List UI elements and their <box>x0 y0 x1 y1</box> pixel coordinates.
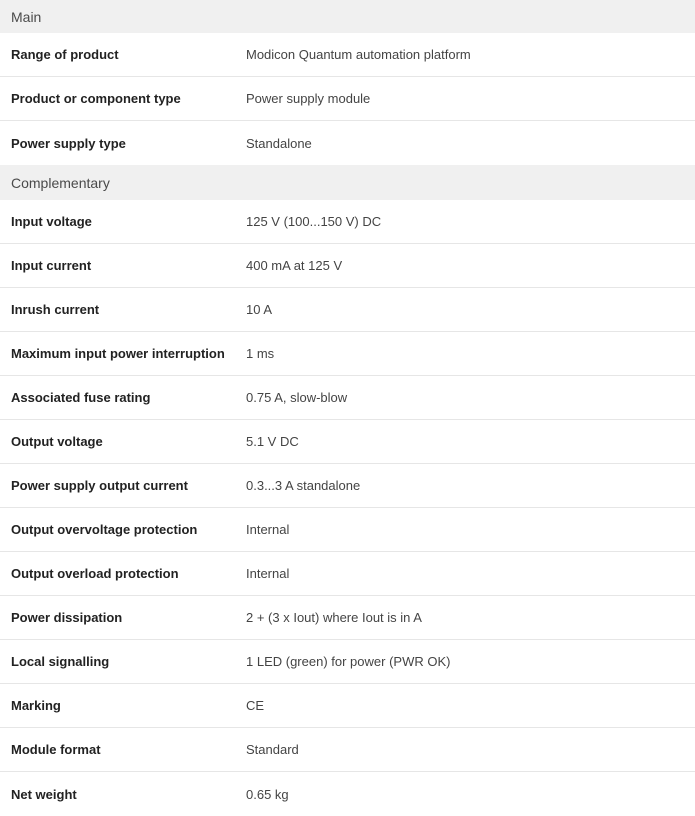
table-row <box>0 288 695 332</box>
spec-value: 0.3...3 A standalone <box>246 478 361 493</box>
spec-value: Power supply module <box>246 91 371 106</box>
spec-value: Standalone <box>246 135 312 151</box>
spec-value: Internal <box>246 566 290 581</box>
spec-label: Output voltage <box>11 434 103 449</box>
spec-label: Output overvoltage protection <box>11 522 198 537</box>
table-row <box>0 640 695 684</box>
spec-value: 2 + (3 x Iout) where Iout is in A <box>246 610 422 625</box>
spec-value: 5.1 V DC <box>246 434 299 449</box>
table-row <box>0 596 695 640</box>
spec-value: CE <box>246 698 265 713</box>
section-header-main: Main <box>0 0 695 33</box>
spec-label: Power supply type <box>11 135 126 151</box>
spec-label: Local signalling <box>11 654 110 669</box>
table-row <box>0 244 695 288</box>
spec-value: Modicon Quantum automation platform <box>246 47 471 62</box>
spec-value: 0.65 kg <box>246 786 289 802</box>
spec-label: Output overload protection <box>11 566 179 581</box>
spec-label: Module format <box>11 742 101 757</box>
table-row <box>0 420 695 464</box>
section-header-complementary: Complementary <box>0 165 695 200</box>
spec-label: Input voltage <box>11 214 92 229</box>
spec-label: Maximum input power interruption <box>11 346 225 361</box>
spec-label: Inrush current <box>11 302 100 317</box>
spec-value: 0.75 A, slow-blow <box>246 390 348 405</box>
table-row <box>0 121 695 165</box>
table-row <box>0 728 695 772</box>
spec-value: 400 mA at 125 V <box>246 258 343 273</box>
table-row <box>0 684 695 728</box>
table-row <box>0 552 695 596</box>
spec-value: Internal <box>246 522 290 537</box>
spec-label: Range of product <box>11 47 119 62</box>
spec-label: Marking <box>11 698 61 713</box>
spec-label: Product or component type <box>11 91 181 106</box>
table-row <box>0 200 695 244</box>
spec-value: 10 A <box>246 302 273 317</box>
table-row <box>0 464 695 508</box>
spec-label: Power dissipation <box>11 610 123 625</box>
spec-label: Net weight <box>11 786 77 802</box>
spec-value: 1 LED (green) for power (PWR OK) <box>246 654 451 669</box>
table-row <box>0 376 695 420</box>
table-row <box>0 77 695 121</box>
spec-value: Standard <box>246 742 299 757</box>
spec-label: Associated fuse rating <box>11 390 151 405</box>
table-row <box>0 508 695 552</box>
spec-value: 1 ms <box>246 346 275 361</box>
table-row <box>0 33 695 77</box>
spec-value: 125 V (100...150 V) DC <box>246 214 382 229</box>
table-row <box>0 772 695 816</box>
spec-label: Input current <box>11 258 92 273</box>
table-row <box>0 332 695 376</box>
spec-label: Power supply output current <box>11 478 188 493</box>
